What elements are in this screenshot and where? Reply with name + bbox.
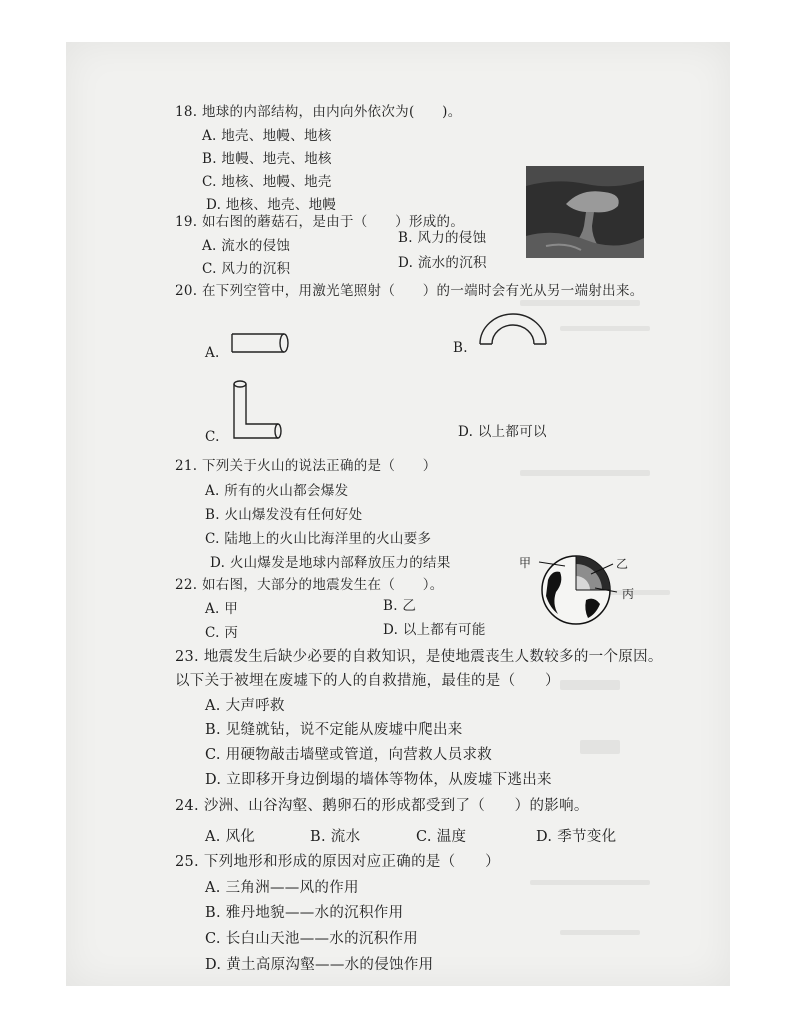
q21-option-d: D. 火山爆发是地球内部释放压力的结果 <box>210 555 451 571</box>
q23-option-b: B. 见缝就钻，说不定能从废墟中爬出来 <box>205 722 463 738</box>
q23-stem-line1: 23. 地震发生后缺少必要的自救知识，是使地震丧生人数较多的一个原因。 <box>175 649 663 665</box>
bleed-through-mark <box>580 740 620 754</box>
bleed-through-mark <box>560 680 620 690</box>
q19-stem: 19. 如右图的蘑菇石，是由于（ ）形成的。 <box>175 214 465 230</box>
q18-option-a: A. 地壳、地幔、地核 <box>202 128 332 144</box>
q20-option-c: C. <box>205 429 220 445</box>
bleed-through-mark <box>560 930 640 935</box>
q18-option-b: B. 地幔、地壳、地核 <box>202 151 332 167</box>
q21-option-c: C. 陆地上的火山比海洋里的火山要多 <box>205 531 432 547</box>
label-yi: 乙 <box>616 557 629 571</box>
label-bing: 丙 <box>622 587 635 601</box>
q19-option-b: B. 风力的侵蚀 <box>398 230 487 246</box>
q20-stem: 20. 在下列空管中，用激光笔照射（ ）的一端时会有光从另一端射出来。 <box>175 283 644 299</box>
q19-option-d: D. 流水的沉积 <box>398 255 487 271</box>
q24-option-d: D. 季节变化 <box>536 829 617 845</box>
q22-option-c: C. 丙 <box>205 625 239 641</box>
q23-option-d: D. 立即移开身边倒塌的墙体等物体，从废墟下逃出来 <box>205 772 552 788</box>
q24-option-b: B. 流水 <box>310 829 361 845</box>
q22-stem: 22. 如右图，大部分的地震发生在（ ）。 <box>175 577 444 593</box>
q19-option-a: A. 流水的侵蚀 <box>202 238 291 254</box>
q19-option-c: C. 风力的沉积 <box>202 261 291 277</box>
q21-stem: 21. 下列关于火山的说法正确的是（ ） <box>175 458 437 474</box>
q24-option-c: C. 温度 <box>416 829 467 845</box>
q25-option-c: C. 长白山天池——水的沉积作用 <box>205 931 419 947</box>
q18-stem: 18. 地球的内部结构，由内向外依次为( )。 <box>175 104 462 120</box>
q25-option-b: B. 雅丹地貌——水的沉积作用 <box>205 905 404 921</box>
q25-option-a: A. 三角洲——风的作用 <box>205 880 359 896</box>
q24-option-a: A. 风化 <box>205 829 256 845</box>
mushroom-rock-photo <box>526 166 644 258</box>
bleed-through-mark <box>520 300 640 306</box>
q22-option-d: D. 以上都有可能 <box>383 622 486 638</box>
q18-option-d: D. 地核、地壳、地幔 <box>206 197 337 213</box>
q20-option-b: B. <box>453 340 468 356</box>
q20-option-a: A. <box>205 345 220 361</box>
q23-stem-line2: 以下关于被埋在废墟下的人的自救措施，最佳的是（ ） <box>175 673 560 689</box>
q18-option-c: C. 地核、地幔、地壳 <box>202 174 332 190</box>
q21-option-a: A. 所有的火山都会爆发 <box>205 483 349 499</box>
q20-option-d: D. 以上都可以 <box>458 424 547 440</box>
l-shaped-tube-figure <box>226 378 286 444</box>
q24-stem: 24. 沙洲、山谷沟壑、鹅卵石的形成都受到了（ ）的影响。 <box>175 798 589 814</box>
straight-tube-figure <box>228 330 292 356</box>
q21-option-b: B. 火山爆发没有任何好处 <box>205 507 363 523</box>
q22-option-a: A. 甲 <box>205 601 239 617</box>
arched-tube-figure <box>476 308 550 348</box>
q23-option-c: C. 用硬物敲击墙壁或管道，向营救人员求救 <box>205 747 493 763</box>
bleed-through-mark <box>520 470 650 476</box>
q25-stem: 25. 下列地形和形成的原因对应正确的是（ ） <box>175 854 500 870</box>
bleed-through-mark <box>560 326 650 331</box>
q25-option-d: D. 黄土高原沟壑——水的侵蚀作用 <box>205 957 434 973</box>
bleed-through-mark <box>530 880 650 885</box>
q23-option-a: A. 大声呼救 <box>205 698 285 714</box>
q22-option-b: B. 乙 <box>383 598 417 614</box>
label-jia: 甲 <box>519 556 532 570</box>
